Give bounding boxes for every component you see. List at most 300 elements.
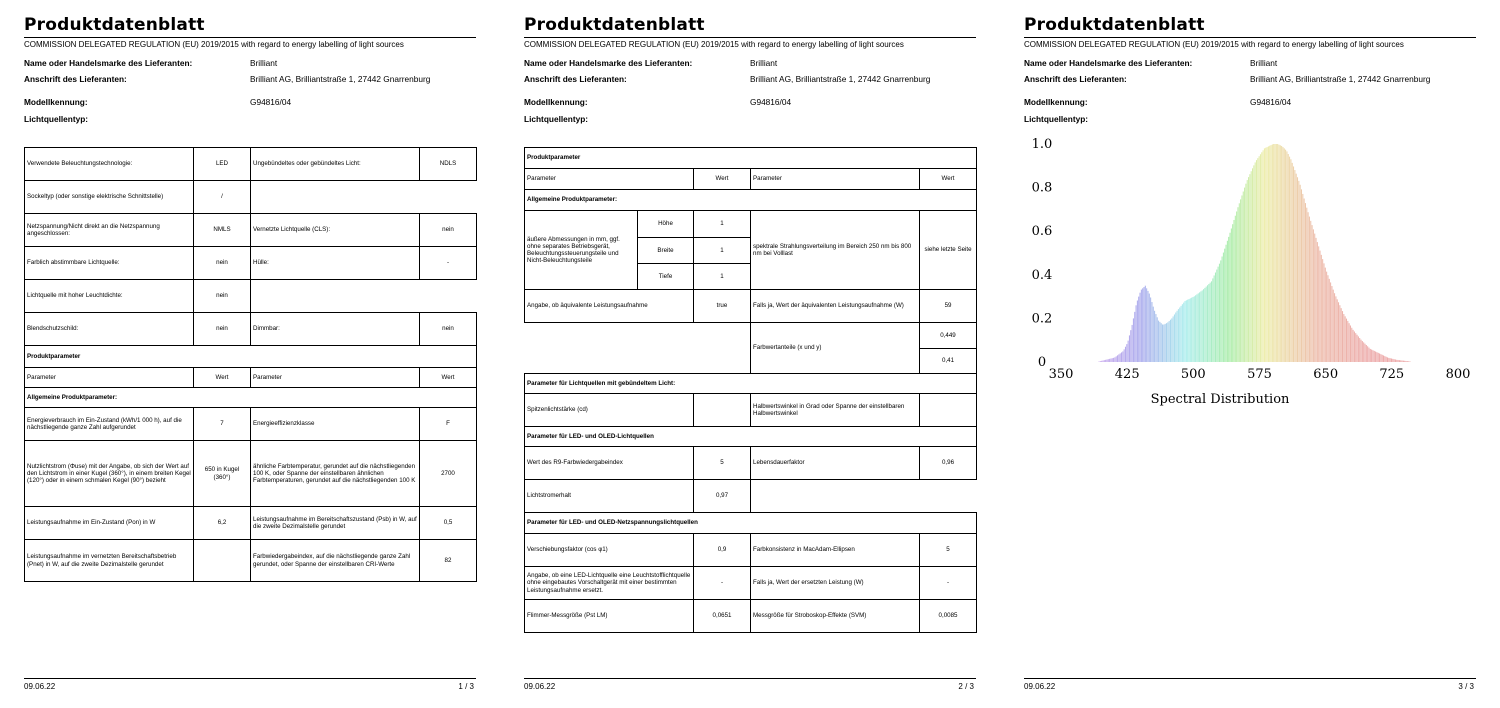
table-cell: 2700 bbox=[420, 441, 477, 507]
table-row bbox=[25, 388, 477, 408]
spectrum-bar bbox=[1251, 171, 1252, 362]
model-label: Modellkennung: bbox=[1024, 97, 1088, 107]
column-header: Wert bbox=[420, 368, 477, 388]
spectrum-bar bbox=[1384, 356, 1385, 362]
spectrum-bar bbox=[1395, 359, 1396, 362]
spectrum-bar bbox=[1166, 323, 1167, 362]
spectrum-bar bbox=[1171, 318, 1172, 362]
spectrum-bar bbox=[1390, 358, 1391, 362]
section-header: Parameter für LED- und OLED-Lichtquellen bbox=[525, 427, 977, 447]
footer-date: 09.06.22 bbox=[1024, 682, 1056, 691]
table-row bbox=[525, 169, 977, 190]
spectrum-bar bbox=[1343, 314, 1344, 362]
table-row bbox=[25, 148, 477, 181]
table-cell: Spitzenlichtstärke (cd) bbox=[525, 394, 694, 427]
spectrum-bar bbox=[1203, 289, 1204, 362]
x-tick-label: 575 bbox=[1247, 367, 1272, 382]
dimensions-label: äußere Abmessungen in mm, ggf. ohne separates Betriebsgerät, Beleuchtungssteuerungsteile und Nicht-Beleuchtungsteile bbox=[525, 211, 638, 290]
spectrum-bar bbox=[1305, 203, 1306, 362]
address-value: Brilliant AG, Brilliantstraße 1, 27442 Gnarrenburg bbox=[750, 74, 931, 84]
table-cell: Hülle: bbox=[251, 247, 420, 280]
table-row bbox=[25, 540, 477, 582]
table-cell: Energieeffizienzklasse bbox=[251, 408, 420, 441]
spectrum-bar bbox=[1322, 259, 1323, 362]
spectrum-bar bbox=[1126, 344, 1127, 362]
spectrum-bar bbox=[1378, 353, 1379, 362]
supplier-label: Name oder Handelsmarke des Lieferanten: bbox=[524, 58, 693, 68]
spectrum-bar bbox=[1165, 324, 1166, 362]
regulation-text: COMMISSION DELEGATED REGULATION (EU) 2019/2015 with regard to energy labelling of light sources bbox=[524, 40, 904, 49]
spectrum-bar bbox=[1218, 267, 1219, 362]
table-cell: / bbox=[194, 181, 251, 214]
spectrum-bar bbox=[1353, 330, 1354, 362]
table-cell: nein bbox=[420, 214, 477, 247]
spectrum-bar bbox=[1134, 312, 1135, 362]
datasheet-page-1 bbox=[24, 0, 476, 708]
dimension-value: 1 bbox=[694, 238, 751, 264]
empty-cell bbox=[251, 280, 477, 313]
spectrum-bar bbox=[1349, 323, 1350, 362]
spectrum-bar bbox=[1314, 234, 1315, 362]
table-cell: 0,96 bbox=[920, 447, 977, 480]
spectrum-bar bbox=[1367, 346, 1368, 362]
table-cell: ähnliche Farbtemperatur, gerundet auf die nächstliegenden 100 K, oder Spanne der einstellbaren ähnlichen Farbtemperaturen, gerundet auf die nächstliegenden 100 K bbox=[251, 441, 420, 507]
spectrum-bar bbox=[1130, 330, 1131, 362]
spectrum-bar bbox=[1114, 357, 1115, 362]
spectrum-bar bbox=[1391, 359, 1392, 362]
spectrum-bar bbox=[1346, 319, 1347, 362]
spectrum-bar bbox=[1129, 335, 1130, 362]
table-row bbox=[25, 181, 477, 214]
spectrum-bar bbox=[1141, 290, 1142, 362]
section-header: Allgemeine Produktparameter: bbox=[25, 388, 477, 408]
spectrum-bar bbox=[1339, 305, 1340, 362]
spectrum-bar bbox=[1125, 347, 1126, 362]
table-cell: Sockeltyp (oder sonstige elektrische Schnittstelle) bbox=[25, 181, 194, 214]
table-row bbox=[525, 394, 977, 427]
spectrum-bar bbox=[1247, 180, 1248, 362]
spectrum-bar bbox=[1190, 298, 1191, 362]
table-row bbox=[25, 280, 477, 313]
spectrum-bar bbox=[1366, 345, 1367, 362]
page-title: Produktdatenblatt bbox=[1024, 15, 1205, 35]
spectrum-bar bbox=[1102, 360, 1103, 362]
table-cell: Farbwertanteile (x und y) bbox=[751, 323, 920, 374]
spectrum-bar bbox=[1239, 203, 1240, 362]
spectrum-bar bbox=[1347, 321, 1348, 362]
footer-rule bbox=[24, 678, 476, 679]
table-cell bbox=[194, 540, 251, 582]
spectrum-bar bbox=[1318, 246, 1319, 362]
spectrum-bar bbox=[1285, 150, 1286, 362]
spectrum-bar bbox=[1212, 278, 1213, 362]
table-row bbox=[25, 313, 477, 346]
table-cell: 5 bbox=[694, 447, 751, 480]
address-label: Anschrift des Lieferanten: bbox=[1024, 74, 1127, 84]
spectrum-bar bbox=[1368, 348, 1369, 362]
x-tick-label: 425 bbox=[1114, 367, 1140, 382]
spectrum-bar bbox=[1372, 350, 1373, 362]
spectrum-bar bbox=[1098, 361, 1099, 362]
spectrum-bar bbox=[1263, 150, 1264, 362]
spectrum-bar bbox=[1206, 287, 1207, 362]
spectrum-bar bbox=[1140, 293, 1141, 362]
spectrum-bar bbox=[1286, 151, 1287, 362]
table-cell: 7 bbox=[194, 408, 251, 441]
spectrum-bar bbox=[1380, 354, 1381, 362]
spectrum-bar bbox=[1387, 357, 1388, 362]
spectrum-bar bbox=[1329, 279, 1330, 362]
spectrum-bar bbox=[1276, 144, 1277, 362]
section-header: Produktparameter bbox=[25, 346, 477, 368]
spectrum-bar bbox=[1345, 316, 1346, 362]
spectrum-bar bbox=[1312, 225, 1313, 362]
spectrum-bar bbox=[1298, 181, 1299, 362]
spectrum-bar bbox=[1302, 194, 1303, 362]
spectrum-bar bbox=[1277, 144, 1278, 362]
spectrum-bar bbox=[1233, 220, 1234, 362]
spectrum-bar bbox=[1117, 355, 1118, 362]
spectrum-bar bbox=[1278, 145, 1279, 362]
spectrum-bar bbox=[1306, 208, 1307, 362]
spectrum-bar bbox=[1342, 311, 1343, 362]
table-row bbox=[25, 408, 477, 441]
spectrum-bar bbox=[1326, 272, 1327, 362]
table-cell: Leistungsaufnahme im vernetzten Bereitschaftsbetrieb (Pnet) in W, auf die zweite Dezimalstelle gerundet bbox=[25, 540, 194, 582]
table-row bbox=[525, 427, 977, 447]
table-cell: siehe letzte Seite bbox=[920, 211, 977, 290]
table-cell: 0,449 bbox=[920, 323, 977, 349]
spectrum-bar bbox=[1317, 242, 1318, 362]
spectrum-bar bbox=[1255, 162, 1256, 362]
spectrum-bar bbox=[1110, 359, 1111, 362]
spectrum-bar bbox=[1137, 301, 1138, 362]
table-cell: Angabe, ob äquivalente Leistungsaufnahme bbox=[525, 290, 694, 323]
column-header: Parameter bbox=[251, 368, 420, 388]
supplier-label: Name oder Handelsmarke des Lieferanten: bbox=[1024, 58, 1193, 68]
spectrum-bar bbox=[1296, 174, 1297, 362]
spectrum-bar bbox=[1257, 158, 1258, 362]
spectrum-bar bbox=[1327, 275, 1328, 362]
table-row bbox=[525, 190, 977, 211]
spectrum-bar bbox=[1153, 307, 1154, 362]
spectrum-bar bbox=[1297, 177, 1298, 362]
column-header: Wert bbox=[194, 368, 251, 388]
spectrum-bar bbox=[1177, 311, 1178, 362]
table-cell: Netzspannung/Nicht direkt an die Netzspannung angeschlossen: bbox=[25, 214, 194, 247]
spectrum-bar bbox=[1191, 298, 1192, 362]
spectrum-bar bbox=[1179, 308, 1180, 363]
supplier-value: Brilliant bbox=[250, 58, 278, 68]
column-header: Parameter bbox=[525, 169, 694, 190]
spectrum-bar bbox=[1364, 344, 1365, 362]
spectrum-bar bbox=[1220, 260, 1221, 362]
spectrum-bar bbox=[1151, 302, 1152, 362]
table-cell: 6,2 bbox=[194, 507, 251, 540]
spectrum-bar bbox=[1112, 358, 1113, 362]
table-cell: Energieverbrauch im Ein-Zustand (kWh/1 000 h), auf die nächstliegende ganze Zahl aufgerundet bbox=[25, 408, 194, 441]
spectrum-bar bbox=[1275, 144, 1276, 362]
spectrum-bar bbox=[1280, 145, 1281, 362]
table-row bbox=[25, 346, 477, 368]
column-header: Wert bbox=[694, 169, 751, 190]
spectrum-bar bbox=[1149, 294, 1150, 362]
spectrum-bar bbox=[1374, 351, 1375, 362]
table-cell: 650 in Kugel (360°) bbox=[194, 441, 251, 507]
spectrum-bar bbox=[1260, 154, 1261, 362]
table-row bbox=[525, 148, 977, 169]
spectrum-bar bbox=[1183, 303, 1184, 362]
spectrum-bar bbox=[1359, 338, 1360, 362]
table-cell: Verwendete Beleuchtungstechnologie: bbox=[25, 148, 194, 181]
spectrum-bar bbox=[1310, 221, 1311, 362]
y-tick-label: 0.6 bbox=[1031, 224, 1053, 240]
y-tick-label: 1.0 bbox=[1031, 137, 1053, 152]
light-source-type-label: Lichtquellentyp: bbox=[524, 114, 589, 124]
spectrum-bar bbox=[1316, 238, 1317, 362]
table-row bbox=[525, 374, 977, 394]
table-row bbox=[25, 368, 477, 388]
spectrum-bar bbox=[1325, 268, 1326, 362]
spectrum-bar bbox=[1211, 281, 1212, 362]
empty-cell bbox=[525, 323, 751, 374]
title-rule bbox=[1024, 37, 1476, 38]
spectrum-bar bbox=[1106, 359, 1107, 362]
spectrum-bar bbox=[1358, 336, 1359, 362]
supplier-label: Name oder Handelsmarke des Lieferanten: bbox=[24, 58, 193, 68]
spectrum-bar bbox=[1244, 188, 1245, 362]
spectrum-bar bbox=[1155, 314, 1156, 362]
spectrum-bar bbox=[1224, 249, 1225, 362]
spectrum-bar bbox=[1173, 316, 1174, 362]
table-cell: 0,97 bbox=[694, 480, 751, 513]
table-cell: - bbox=[420, 247, 477, 280]
address-label: Anschrift des Lieferanten: bbox=[524, 74, 627, 84]
spectrum-bar bbox=[1178, 309, 1179, 362]
model-value: G94816/04 bbox=[250, 97, 292, 107]
table-cell: Farblich abstimmbare Lichtquelle: bbox=[25, 247, 194, 280]
spectrum-bar bbox=[1192, 297, 1193, 362]
table-cell bbox=[694, 394, 751, 427]
spectrum-bar bbox=[1375, 352, 1376, 362]
spectrum-bar bbox=[1402, 360, 1403, 362]
spectrum-bar bbox=[1362, 341, 1363, 362]
spectrum-bar bbox=[1226, 245, 1227, 362]
spectrum-bar bbox=[1100, 361, 1101, 362]
table-row bbox=[525, 323, 977, 349]
spectrum-bar bbox=[1408, 361, 1409, 362]
spectrum-bar bbox=[1301, 189, 1302, 362]
x-axis-label: Spectral Distribution bbox=[1150, 392, 1290, 407]
table-cell: - bbox=[920, 567, 977, 600]
spectrum-bar bbox=[1334, 293, 1335, 362]
spectrum-bar bbox=[1309, 217, 1310, 362]
page-title: Produktdatenblatt bbox=[524, 15, 705, 35]
dimension-name: Tiefe bbox=[638, 264, 694, 290]
table-cell: 0,41 bbox=[920, 349, 977, 374]
spectrum-bar bbox=[1237, 207, 1238, 362]
table-cell: nein bbox=[194, 247, 251, 280]
spectrum-bar bbox=[1253, 165, 1254, 362]
spectrum-bar bbox=[1284, 148, 1285, 362]
spectrum-bar bbox=[1272, 144, 1273, 362]
spectrum-bar bbox=[1236, 211, 1237, 362]
spectrum-bar bbox=[1351, 328, 1352, 362]
spectrum-bar bbox=[1169, 321, 1170, 362]
spectrum-bar bbox=[1157, 317, 1158, 362]
spectrum-bar bbox=[1199, 292, 1200, 362]
spectrum-bar bbox=[1219, 264, 1220, 362]
spectrum-bar bbox=[1382, 355, 1383, 362]
empty-cell bbox=[751, 480, 977, 513]
spectrum-bar bbox=[1240, 199, 1241, 362]
product-table-page-1 bbox=[24, 147, 477, 582]
table-cell: 0,5 bbox=[420, 507, 477, 540]
table-cell: Falls ja, Wert der ersetzten Leistung (W) bbox=[751, 567, 920, 600]
page-number: 3 / 3 bbox=[1458, 682, 1474, 691]
spectrum-bar bbox=[1259, 156, 1260, 362]
x-tick-label: 650 bbox=[1313, 367, 1339, 382]
spectrum-bar bbox=[1162, 325, 1163, 363]
spectrum-bar bbox=[1293, 166, 1294, 362]
spectrum-bar bbox=[1216, 270, 1217, 362]
spectrum-bar bbox=[1252, 168, 1253, 362]
table-cell: Wert des R9-Farbwiedergabeindex bbox=[525, 447, 694, 480]
spectrum-bar bbox=[1271, 145, 1272, 362]
title-rule bbox=[524, 37, 976, 38]
spectrum-bar bbox=[1104, 360, 1105, 362]
table-row bbox=[525, 447, 977, 480]
spectrum-bar bbox=[1304, 199, 1305, 363]
spectrum-bar bbox=[1294, 170, 1295, 362]
spectrum-bar bbox=[1188, 299, 1189, 362]
address-value: Brilliant AG, Brilliantstraße 1, 27442 Gnarrenburg bbox=[250, 74, 431, 84]
table-cell: Ungebündeltes oder gebündeltes Licht: bbox=[251, 148, 420, 181]
dimension-name: Höhe bbox=[638, 211, 694, 238]
table-cell: nein bbox=[420, 313, 477, 346]
table-cell: nein bbox=[194, 280, 251, 313]
page-title: Produktdatenblatt bbox=[24, 15, 205, 35]
footer-date: 09.06.22 bbox=[24, 682, 56, 691]
page-number: 1 / 3 bbox=[458, 682, 474, 691]
table-cell: Farbwiedergabeindex, auf die nächstliegende ganze Zahl gerundet, oder Spanne der einstellbaren CRI-Werte bbox=[251, 540, 420, 582]
table-cell: Halbwertswinkel in Grad oder Spanne der einstellbaren Halbwertswinkel bbox=[751, 394, 920, 427]
spectrum-bar bbox=[1264, 148, 1265, 362]
spectrum-bar bbox=[1383, 355, 1384, 362]
spectrum-bar bbox=[1292, 163, 1293, 362]
spectrum-bar bbox=[1133, 318, 1134, 362]
spectrum-bar bbox=[1159, 322, 1160, 362]
spectrum-bar bbox=[1396, 360, 1397, 362]
section-header: Produktparameter bbox=[525, 148, 977, 169]
spectrum-bar bbox=[1132, 325, 1133, 362]
spectrum-bar bbox=[1158, 321, 1159, 362]
spectrum-bar bbox=[1147, 291, 1148, 362]
spectrum-bar bbox=[1124, 349, 1125, 362]
table-cell: 0,0085 bbox=[920, 600, 977, 633]
column-header: Parameter bbox=[751, 169, 920, 190]
y-tick-label: 0 bbox=[1037, 355, 1047, 370]
spectrum-bar bbox=[1161, 323, 1162, 362]
spectrum-bar bbox=[1337, 299, 1338, 362]
table-row bbox=[25, 441, 477, 507]
light-source-type-label: Lichtquellentyp: bbox=[1024, 114, 1089, 124]
light-source-type-label: Lichtquellentyp: bbox=[24, 114, 89, 124]
dimension-value: 1 bbox=[694, 264, 751, 290]
spectrum-bar bbox=[1108, 359, 1109, 362]
spectrum-bar bbox=[1245, 184, 1246, 362]
table-cell: Lichtstromerhalt bbox=[525, 480, 694, 513]
table-cell: 59 bbox=[920, 290, 977, 323]
spectrum-bar bbox=[1187, 300, 1188, 362]
spectrum-bar bbox=[1214, 275, 1215, 362]
spectrum-bar bbox=[1204, 288, 1205, 362]
spectrum-bar bbox=[1143, 287, 1144, 362]
table-row bbox=[525, 480, 977, 513]
spectrum-bar bbox=[1249, 174, 1250, 362]
spectrum-bar bbox=[1354, 331, 1355, 362]
spectrum-bar bbox=[1392, 359, 1393, 362]
spectrum-bar bbox=[1118, 354, 1119, 362]
spectrum-bar bbox=[1235, 216, 1236, 362]
spectrum-bar bbox=[1150, 297, 1151, 362]
table-row bbox=[525, 534, 977, 567]
table-cell: Angabe, ob eine LED-Lichtquelle eine Leuchtstofflichtquelle ohne eingebautes Vorschaltgerät mit einer bestimmten Leistungsaufnahme ersetzt. bbox=[525, 567, 694, 600]
datasheet-page-2 bbox=[524, 0, 976, 708]
spectrum-bar bbox=[1181, 306, 1182, 362]
spectrum-bar bbox=[1394, 359, 1395, 362]
spectrum-bar bbox=[1186, 300, 1187, 362]
table-cell: Messgröße für Stroboskop-Effekte (SVM) bbox=[751, 600, 920, 633]
spectrum-bar bbox=[1230, 233, 1231, 362]
spectrum-bar bbox=[1308, 212, 1309, 362]
spectrum-bar bbox=[1323, 263, 1324, 362]
table-cell: true bbox=[694, 290, 751, 323]
supplier-value: Brilliant bbox=[1250, 58, 1278, 68]
spectrum-bar bbox=[1319, 251, 1320, 362]
spectrum-bar bbox=[1267, 147, 1268, 362]
table-cell: 82 bbox=[420, 540, 477, 582]
spectrum-bar bbox=[1174, 314, 1175, 362]
table-cell: Blendschutzschild: bbox=[25, 313, 194, 346]
spectrum-bar bbox=[1357, 335, 1358, 362]
datasheet-page-3 bbox=[1024, 0, 1476, 708]
table-row bbox=[25, 214, 477, 247]
spectrum-bar bbox=[1223, 253, 1224, 362]
dimension-value: 1 bbox=[694, 211, 751, 238]
spectrum-bar bbox=[1265, 148, 1266, 362]
section-header: Parameter für Lichtquellen mit gebündeltem Licht: bbox=[525, 374, 977, 394]
y-tick-label: 0.2 bbox=[1031, 311, 1053, 327]
table-cell: spektrale Strahlungsverteilung im Bereich 250 nm bis 800 nm bei Volllast bbox=[751, 211, 920, 290]
spectrum-bar bbox=[1376, 352, 1377, 362]
spectrum-bar bbox=[1313, 229, 1314, 362]
spectrum-bar bbox=[1222, 256, 1223, 362]
spectrum-bar bbox=[1154, 311, 1155, 362]
address-value: Brilliant AG, Brilliantstraße 1, 27442 Gnarrenburg bbox=[1250, 74, 1431, 84]
product-table-page-2 bbox=[524, 147, 977, 633]
spectrum-bar bbox=[1198, 293, 1199, 362]
spectrum-bar bbox=[1194, 296, 1195, 362]
table-cell: 5 bbox=[920, 534, 977, 567]
table-cell: Flimmer-Messgröße (Pst LM) bbox=[525, 600, 694, 633]
footer-rule bbox=[1024, 678, 1476, 679]
spectrum-bar bbox=[1109, 359, 1110, 362]
spectrum-bar bbox=[1138, 297, 1139, 362]
spectrum-bar bbox=[1282, 147, 1283, 362]
spectrum-bar bbox=[1371, 350, 1372, 362]
table-row bbox=[525, 600, 977, 633]
